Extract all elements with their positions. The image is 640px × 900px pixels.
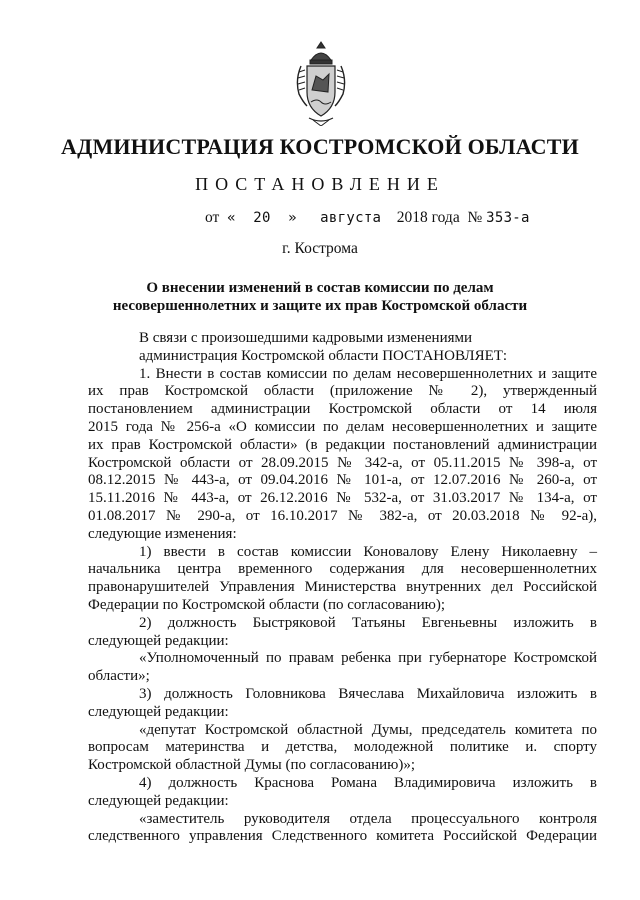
body-line: «заместитель руководителя отдела процессуального контроля bbox=[139, 810, 597, 827]
body-line: следственного управления Следственного комитета Российской Федерации bbox=[88, 828, 597, 845]
date-day: « 20 » bbox=[227, 210, 297, 226]
body-line: 4) должность Краснова Романа Владимировича изложить в bbox=[139, 774, 597, 791]
date-month: августа bbox=[320, 210, 382, 226]
document-type: ПОСТАНОВЛЕНИЕ bbox=[195, 174, 445, 194]
body-line: следующие изменения: bbox=[88, 525, 237, 542]
body-line: 1) ввести в состав комиссии Коновалову Елену Николаевну – bbox=[139, 543, 597, 560]
body-line: Костромской области от 28.09.2015 № 342-а, от 05.11.2015 № 398-а, от bbox=[88, 454, 597, 471]
body-line: начальника центра временного содержания для несовершеннолетних bbox=[88, 561, 597, 578]
body-line: Костромской областной Думы (по согласованию)»; bbox=[88, 757, 416, 774]
subject-line: несовершеннолетних и защите их прав Костромской области bbox=[112, 298, 528, 314]
body-line: вопросам материнства и детства, молодежной политике и. спорту bbox=[88, 739, 597, 756]
body-line: их прав Костромской области» (в редакции постановлений администрации bbox=[88, 436, 597, 453]
number-sign: № bbox=[467, 209, 483, 226]
document-date-line bbox=[205, 209, 530, 227]
body-line: следующей редакции: bbox=[88, 703, 229, 720]
body-line: 15.11.2016 № 443-а, от 26.12.2016 № 532-а, от 31.03.2017 № 134-а, от bbox=[88, 490, 597, 507]
subject-line: О внесении изменений в состав комиссии по делам bbox=[146, 280, 494, 296]
date-year: 2018 года bbox=[396, 209, 460, 226]
city-line: г. Кострома bbox=[282, 240, 358, 257]
body-line: следующей редакции: bbox=[88, 792, 229, 809]
body-line: «Уполномоченный по правам ребенка при губернаторе Костромской bbox=[139, 650, 597, 667]
document-number: 353-а bbox=[486, 210, 530, 226]
body-line: администрация Костромской области ПОСТАНОВЛЯЕТ: bbox=[139, 347, 508, 364]
body-line: 1. Внести в состав комиссии по делам несовершеннолетних и защите bbox=[139, 365, 597, 382]
document-subject bbox=[80, 279, 560, 315]
body-line: В связи с произошедшими кадровыми изменениями bbox=[139, 330, 473, 346]
body-line: 08.12.2015 № 443-а, от 09.04.2016 № 101-а, от 12.07.2016 № 260-а, от bbox=[88, 472, 597, 489]
organization-title: АДМИНИСТРАЦИЯ КОСТРОМСКОЙ ОБЛАСТИ bbox=[61, 134, 579, 159]
body-line: правонарушителей Управления Министерства внутренних дел Российской bbox=[88, 579, 597, 596]
kostroma-coat-of-arms-icon bbox=[295, 40, 347, 126]
body-line: их прав Костромской области (приложение № 2), утвержденный bbox=[88, 383, 597, 400]
body-line: 3) должность Головникова Вячеслава Михайловича изложить в bbox=[139, 685, 597, 702]
body-line: области»; bbox=[88, 668, 150, 685]
body-line: 01.08.2017 № 290-а, от 16.10.2017 № 382-а, от 20.03.2018 № 92-а), bbox=[88, 507, 597, 524]
body-line: Федерации по Костромской области (по согласованию); bbox=[88, 596, 446, 613]
date-prefix: от bbox=[205, 209, 220, 226]
body-line: постановлением администрации Костромской области от 14 июля bbox=[88, 401, 597, 418]
document-body bbox=[88, 330, 597, 846]
body-line: «депутат Костромской областной Думы, председатель комитета по bbox=[139, 721, 597, 738]
body-line: 2) должность Быстряковой Татьяны Евгеньевны изложить в bbox=[139, 614, 597, 631]
body-line: следующей редакции: bbox=[88, 632, 229, 649]
body-line: 2015 года № 256-а «О комиссии по делам несовершеннолетних и защите bbox=[88, 418, 597, 435]
